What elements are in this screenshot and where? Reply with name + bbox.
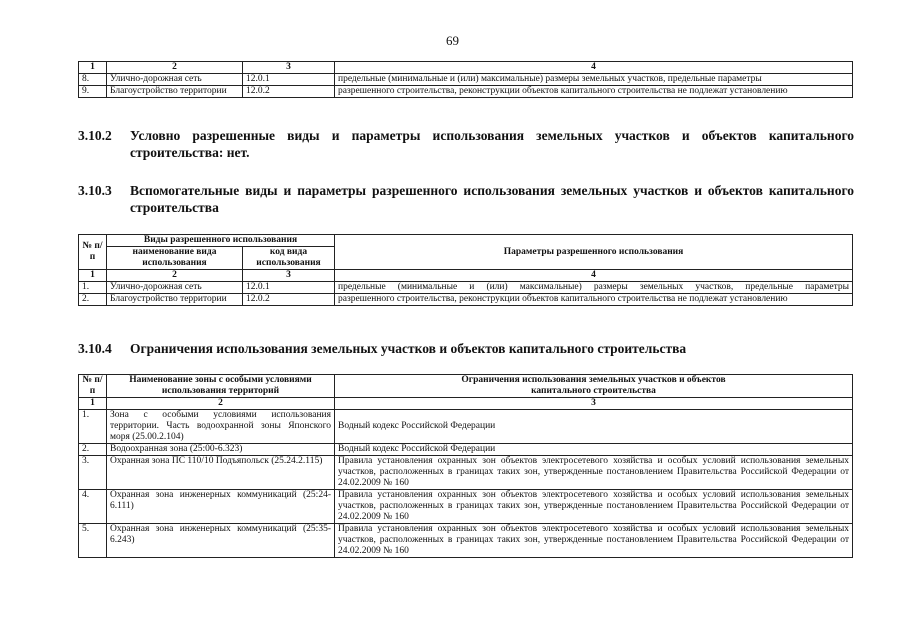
col-number: 2 <box>107 398 335 410</box>
use-params-text: предельные (минимальные и (или) максимальные) размеры земельных участков, предельные параметры <box>338 282 849 292</box>
restriction: Правила установления охранных зон объектов электросетевого хозяйства и особых условий использования земельных участков, расположенных в границах таких зон, утвержденные постановлением Правительства Российской Федерации от 24.02.2009 № 160 <box>335 490 853 524</box>
table-row <box>79 294 853 306</box>
table-row <box>79 524 853 558</box>
table-row <box>79 410 853 444</box>
section-title: Вспомогательные виды и параметры разрешенного использования земельных участков и объектов капитального строительства <box>130 183 854 215</box>
zone-name: Охранная зона ПС 110/10 Подъяпольск (25.24.2.115) <box>107 456 335 490</box>
table-restrictions <box>78 374 853 558</box>
restriction: Правила установления охранных зон объектов электросетевого хозяйства и особых условий использования земельных участков, расположенных в границах таких зон, утвержденные постановлением Правительства Российской Федерации от 24.02.2009 № 160 <box>335 456 853 490</box>
zone-name: Охранная зона инженерных коммуникаций (25:24-6.111) <box>107 490 335 524</box>
table-row <box>79 490 853 524</box>
header-use-code: код вида использования <box>243 247 335 270</box>
restriction: Правила установления охранных зон объектов электросетевого хозяйства и особых условий использования земельных участков, расположенных в границах таких зон, утвержденные постановлением Правительства Российской Федерации от 24.02.2009 № 160 <box>335 524 853 558</box>
restriction: Водный кодекс Российской Федерации <box>335 410 853 444</box>
use-name: Улично-дорожная сеть <box>107 74 243 86</box>
row-number: 3. <box>79 456 107 490</box>
section-title: Ограничения использования земельных участков и объектов капитального строительства <box>130 341 687 356</box>
col-number: 3 <box>335 398 853 410</box>
column-number-row <box>79 398 853 410</box>
table-allowed-uses-continued <box>78 61 853 98</box>
use-code: 12.0.2 <box>243 86 335 98</box>
page-number: 69 <box>446 33 459 48</box>
table-row <box>79 282 853 294</box>
use-name: Улично-дорожная сеть <box>107 282 243 294</box>
header-restrictions: Ограничения использования земельных участков и объектов капитального строительства <box>335 375 853 398</box>
col-number: 2 <box>107 62 243 74</box>
zone-name: Водоохранная зона (25:00-6.323) <box>107 444 335 456</box>
column-number-row <box>79 270 853 282</box>
header-row-number: № п/п <box>79 235 107 270</box>
section-heading-3-10-4 <box>78 340 854 357</box>
column-number-row <box>79 62 853 74</box>
col-number: 2 <box>107 270 243 282</box>
row-number: 4. <box>79 490 107 524</box>
row-number: 2. <box>79 444 107 456</box>
use-name: Благоустройство территории <box>107 294 243 306</box>
section-number: 3.10.4 <box>78 341 112 356</box>
header-use-group: Виды разрешенного использования <box>107 235 335 247</box>
row-number: 2. <box>79 294 107 306</box>
use-code: 12.0.2 <box>243 294 335 306</box>
row-number: 5. <box>79 524 107 558</box>
col-number: 3 <box>243 270 335 282</box>
row-number: 8. <box>79 74 107 86</box>
table-row <box>79 444 853 456</box>
col-number: 3 <box>243 62 335 74</box>
row-number: 1. <box>79 410 107 444</box>
zone-name: Зона с особыми условиями использования территории. Часть водоохранной зоны Японского моря (25.00.2.104) <box>107 410 335 444</box>
table-row <box>79 456 853 490</box>
section-heading-3-10-3 <box>78 182 854 216</box>
use-params <box>335 282 853 294</box>
row-number: 1. <box>79 282 107 294</box>
row-number: 9. <box>79 86 107 98</box>
header-params: Параметры разрешенного использования <box>335 235 853 270</box>
header-row <box>79 375 853 398</box>
section-title: Условно разрешенные виды и параметры использования земельных участков и объектов капитального строительства: нет. <box>130 128 854 160</box>
restriction: Водный кодекс Российской Федерации <box>335 444 853 456</box>
header-row-number: № п/п <box>79 375 107 398</box>
header-use-name: наименование вида использования <box>107 247 243 270</box>
col-number: 1 <box>79 62 107 74</box>
col-number: 4 <box>335 62 853 74</box>
section-number: 3.10.3 <box>78 183 112 198</box>
section-number: 3.10.2 <box>78 128 112 143</box>
section-heading-3-10-2 <box>78 127 854 161</box>
table-row <box>79 74 853 86</box>
use-params: разрешенного строительства, реконструкции объектов капитального строительства не подлежат установлению <box>335 294 853 306</box>
header-row <box>79 235 853 247</box>
table-auxiliary-uses <box>78 234 853 306</box>
table-row <box>79 86 853 98</box>
col-number: 1 <box>79 270 107 282</box>
use-code: 12.0.1 <box>243 282 335 294</box>
use-params: предельные (минимальные и (или) максимальные) размеры земельных участков, предельные параметры <box>335 74 853 86</box>
use-name: Благоустройство территории <box>107 86 243 98</box>
use-code: 12.0.1 <box>243 74 335 86</box>
zone-name: Охранная зона инженерных коммуникаций (25:35-6.243) <box>107 524 335 558</box>
use-params: разрешенного строительства, реконструкции объектов капитального строительства не подлежат установлению <box>335 86 853 98</box>
col-number: 4 <box>335 270 853 282</box>
col-number: 1 <box>79 398 107 410</box>
header-zone-name: Наименование зоны с особыми условиями использования территорий <box>107 375 335 398</box>
